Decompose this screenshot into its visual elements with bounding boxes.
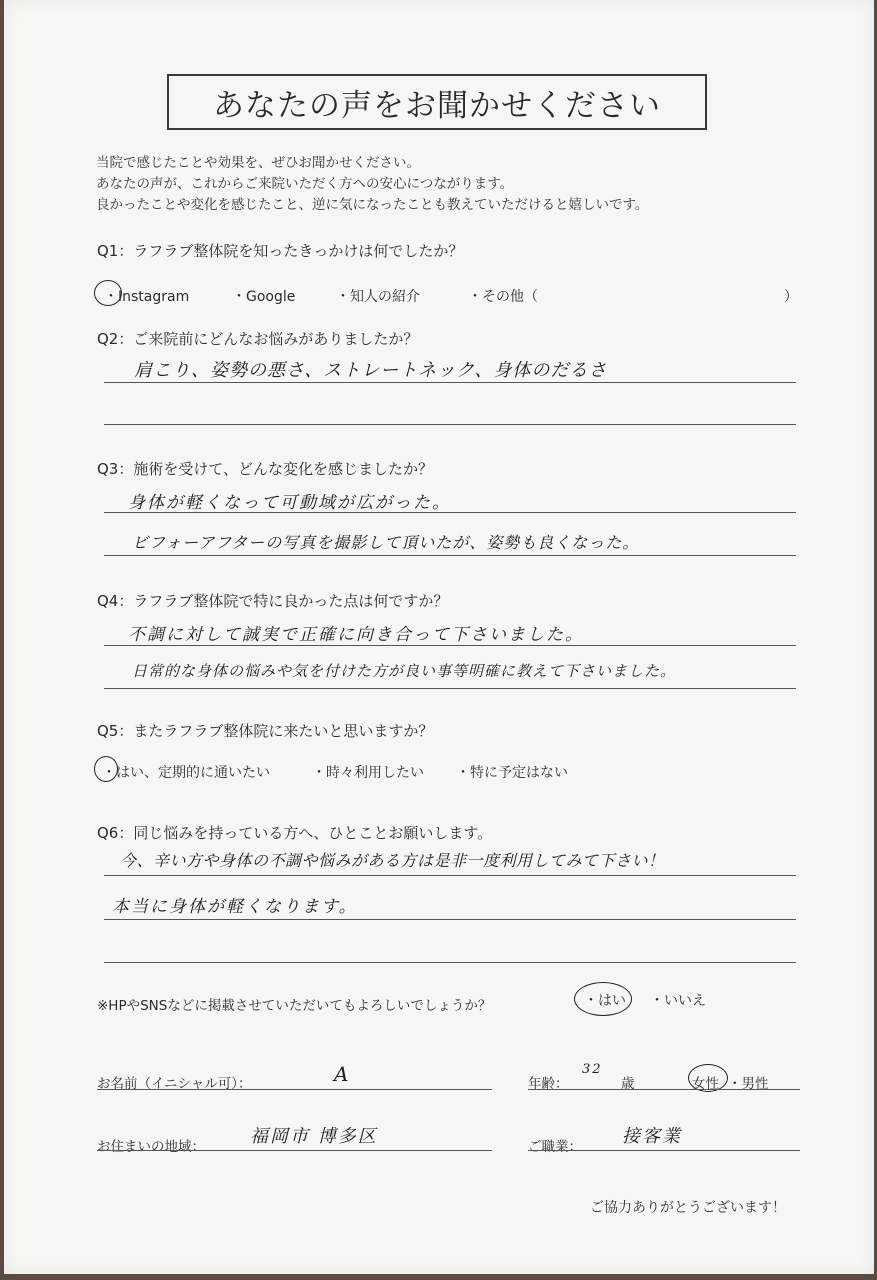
gender-female[interactable]: 女性 bbox=[692, 1076, 719, 1092]
name-value: A bbox=[334, 1062, 351, 1086]
q3-answer-line1: 身体が軽くなって可動域が広がった。 bbox=[128, 493, 451, 513]
q1-option-instagram[interactable]: ・Instagram bbox=[104, 289, 190, 305]
q6-rule-1 bbox=[104, 875, 796, 876]
consent-yes[interactable]: ・はい bbox=[584, 993, 626, 1009]
q1-option-friend[interactable]: ・知人の紹介 bbox=[336, 289, 420, 305]
q1-option-other-close: ） bbox=[784, 289, 798, 305]
q2-question: Q2：ご来院前にどんなお悩みがありましたか？ bbox=[97, 330, 419, 348]
q1-option-google[interactable]: ・Google bbox=[232, 289, 296, 305]
q4-answer-line1: 不調に対して誠実で正確に向き合って下さいました。 bbox=[128, 625, 584, 645]
q3-rule-1 bbox=[104, 512, 796, 513]
q5-option-sometimes[interactable]: ・時々利用したい bbox=[312, 765, 424, 781]
area-rule bbox=[97, 1150, 492, 1151]
consent-question: ※HPやSNSなどに掲載させていただいてもよろしいでしょうか？ bbox=[97, 998, 492, 1014]
q6-rule-3 bbox=[104, 962, 796, 963]
survey-title: あなたの声をお聞かせください bbox=[167, 74, 707, 130]
gender-male[interactable]: ・男性 bbox=[728, 1076, 769, 1092]
job-value: 接客業 bbox=[622, 1126, 682, 1147]
q1-question: Q1：ラフラブ整体院を知ったきっかけは何でしたか？ bbox=[97, 242, 464, 260]
q4-rule-2 bbox=[104, 688, 796, 689]
thank-you-note: ご協力ありがとうございます！ bbox=[590, 1200, 786, 1216]
q2-rule-1 bbox=[104, 382, 796, 383]
name-label: お名前（イニシャル可）： bbox=[97, 1076, 252, 1092]
q2-rule-2 bbox=[104, 424, 796, 425]
q6-answer-line2: 本当に身体が軽くなります。 bbox=[112, 897, 358, 917]
q5-question: Q5：またラフラブ整体院に来たいと思いますか？ bbox=[97, 722, 434, 740]
q1-option-other[interactable]: ・その他（ bbox=[468, 289, 538, 305]
q3-rule-2 bbox=[104, 555, 796, 556]
age-value: 32 bbox=[582, 1062, 603, 1077]
area-value: 福岡市 博多区 bbox=[250, 1126, 378, 1147]
intro-line: 良かったことや変化を感じたこと、逆に気になったことも教えていただけると嬉しいです。 bbox=[96, 197, 649, 213]
q6-answer-line1: 今、辛い方や身体の不調や悩みがある方は是非一度利用してみて下さい！ bbox=[120, 851, 665, 870]
q6-question: Q6：同じ悩みを持っている方へ、ひとことお願いします。 bbox=[97, 824, 493, 842]
q3-question: Q3：施術を受けて、どんな変化を感じましたか？ bbox=[97, 460, 434, 478]
q5-option-regular[interactable]: ・はい、定期的に通いたい bbox=[102, 765, 270, 781]
age-label: 年齢： bbox=[528, 1076, 569, 1092]
intro-line: 当院で感じたことや効果を、ぜひお聞かせください。 bbox=[96, 155, 420, 171]
age-unit: 歳 bbox=[621, 1076, 635, 1092]
area-label: お住まいの地域： bbox=[97, 1139, 205, 1155]
q2-answer-line1: 肩こり、姿勢の悪さ、ストレートネック、身体のだるさ bbox=[134, 360, 608, 381]
job-rule bbox=[528, 1150, 800, 1151]
age-rule bbox=[528, 1089, 800, 1090]
survey-sheet bbox=[4, 0, 874, 1274]
q4-question: Q4：ラフラブ整体院で特に良かった点は何ですか？ bbox=[97, 592, 449, 610]
q4-answer-line2: 日常的な身体の悩みや気を付けた方が良い事等明確に教えて下さいました。 bbox=[132, 662, 677, 680]
q4-rule-1 bbox=[104, 645, 796, 646]
intro-text bbox=[96, 153, 648, 216]
q3-answer-line2: ビフォーアフターの写真を撮影して頂いたが、姿勢も良くなった。 bbox=[132, 533, 640, 552]
name-rule bbox=[97, 1089, 492, 1090]
intro-line: あなたの声が、これからご来院いただく方への安心につながります。 bbox=[96, 176, 514, 192]
consent-no[interactable]: ・いいえ bbox=[650, 993, 706, 1009]
q6-rule-2 bbox=[104, 919, 796, 920]
q5-option-none[interactable]: ・特に予定はない bbox=[456, 765, 568, 781]
job-label: ご職業： bbox=[528, 1139, 582, 1155]
